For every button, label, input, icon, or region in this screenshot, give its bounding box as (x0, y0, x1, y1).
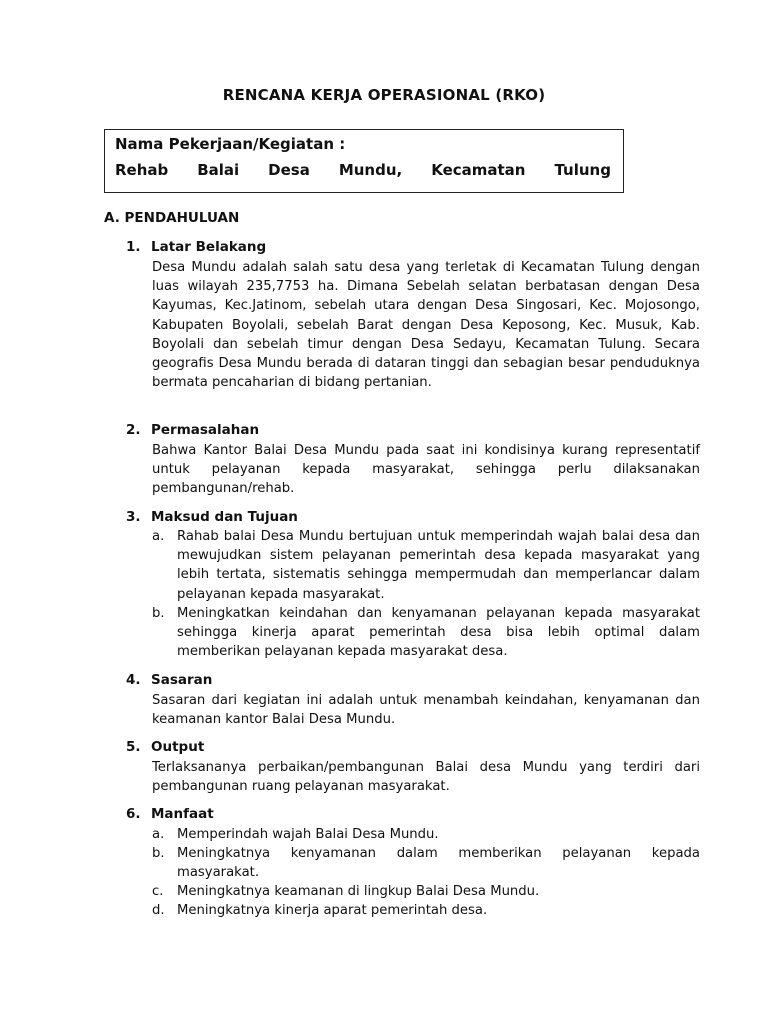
item-heading-maksud-tujuan (126, 509, 298, 525)
item-title: Permasalahan (151, 422, 260, 438)
list-letter: c. (152, 884, 164, 899)
item-heading-permasalahan (126, 422, 259, 438)
list-text: Meningkatkan keindahan dan kenyamanan pelayanan kepada masyarakat sehingga kinerja aparat pemerintah desa bisa lebih optimal dalam memberikan pelayanan kepada masyarakat desa. (177, 606, 700, 660)
document-title: RENCANA KERJA OPERASIONAL (RKO) (222, 86, 546, 104)
job-name-word: Desa (268, 161, 310, 179)
list-item-manfaat-d (152, 901, 700, 920)
list-text: Meningkatnya kenyamanan dalam memberikan pelayanan kepada masyarakat. (177, 846, 700, 881)
item-title: Latar Belakang (151, 239, 267, 255)
list-item-maksud-a (152, 527, 700, 604)
item-heading-latar-belakang (126, 239, 266, 255)
list-item-manfaat-a (152, 825, 700, 844)
item-heading-manfaat (126, 806, 214, 822)
job-name-word: Rehab (115, 161, 169, 179)
job-name-value (115, 161, 611, 179)
list-item-manfaat-c (152, 882, 700, 901)
item-number: 6. (126, 806, 141, 822)
list-letter: a. (152, 529, 165, 544)
item-heading-sasaran (126, 672, 212, 688)
job-name-word: Balai (197, 161, 240, 179)
list-letter: b. (152, 846, 165, 861)
job-name-word: Tulung (554, 161, 611, 179)
job-name-word: Kecamatan (431, 161, 526, 179)
list-text: Rahab balai Desa Mundu bertujuan untuk memperindah wajah balai desa dan mewujudkan sistem pelayanan pemerintah desa kepada masyarakat yang lebih tertata, sistematis sehingga mempermudah dan memperlancar dalam pelayanan kepada masyarakat. (177, 529, 700, 602)
item-number: 4. (126, 672, 141, 688)
job-name-label: Nama Pekerjaan/Kegiatan : (115, 135, 346, 153)
section-heading-pendahuluan: A. PENDAHULUAN (104, 210, 240, 226)
list-text: Meningkatnya keamanan di lingkup Balai Desa Mundu. (177, 884, 540, 899)
item-title: Manfaat (151, 806, 214, 822)
paragraph-latar-belakang: Desa Mundu adalah salah satu desa yang terletak di Kecamatan Tulung dengan luas wilayah 235,7753 ha. Dimana Sebelah selatan berbatasan dengan Desa Kayumas, Kec.Jatinom, sebelah utara dengan Desa Singosari, Kec. Mojosongo, Kabupaten Boyolali, sebelah Barat dengan Desa Keposong, Kec. Musuk, Kab. Boyolali dan sebelah timur dengan Desa Sedayu, Kecamatan Tulung. Secara geografis Desa Mundu berada di dataran tinggi dan sebagian besar penduduknya bermata pencaharian di bidang pertanian. (152, 260, 700, 391)
paragraph-permasalahan: Bahwa Kantor Balai Desa Mundu pada saat ini kondisinya kurang representatif untuk pelayanan kepada masyarakat, sehingga perlu dilaksanakan pembangunan/rehab. (152, 443, 700, 497)
paragraph-sasaran: Sasaran dari kegiatan ini adalah untuk menambah keindahan, kenyamanan dan keamanan kantor Balai Desa Mundu. (152, 693, 700, 728)
list-text: Memperindah wajah Balai Desa Mundu. (177, 827, 439, 842)
list-text: Meningkatnya kinerja aparat pemerintah desa. (177, 903, 488, 918)
list-letter: b. (152, 606, 165, 621)
list-item-manfaat-b (152, 844, 700, 882)
item-heading-output (126, 739, 204, 755)
item-title: Output (151, 739, 205, 755)
item-number: 3. (126, 509, 141, 525)
job-name-box (104, 129, 624, 193)
list-letter: d. (152, 903, 165, 918)
list-item-maksud-b (152, 604, 700, 662)
item-title: Sasaran (151, 672, 213, 688)
item-title: Maksud dan Tujuan (151, 509, 298, 525)
list-letter: a. (152, 827, 165, 842)
job-name-word: Mundu, (338, 161, 403, 179)
item-number: 1. (126, 239, 141, 255)
item-number: 5. (126, 739, 141, 755)
paragraph-output: Terlaksananya perbaikan/pembangunan Balai desa Mundu yang terdiri dari pembangunan ruang pelayanan masyarakat. (152, 760, 700, 795)
item-number: 2. (126, 422, 141, 438)
